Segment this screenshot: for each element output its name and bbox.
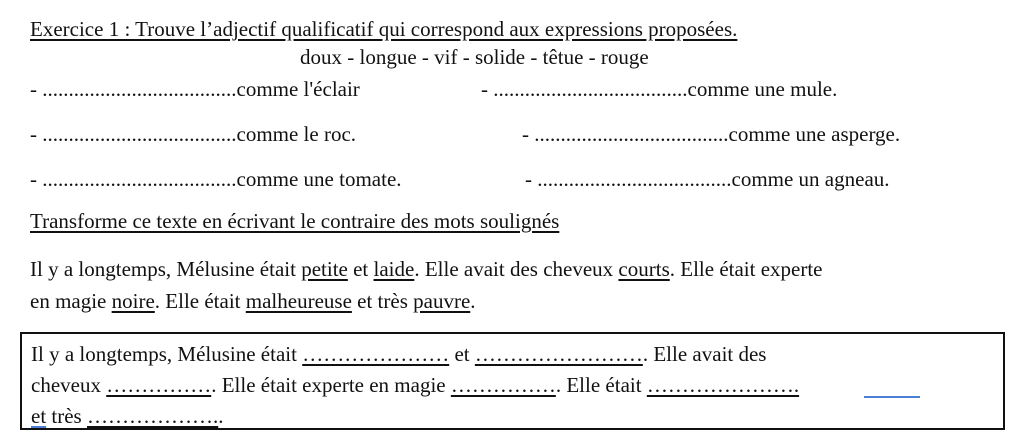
underlined-word: laide — [373, 257, 415, 281]
answer-line-1 — [31, 341, 766, 367]
paragraph-line-1 — [30, 256, 823, 282]
answer-line-3 — [31, 403, 223, 429]
answer-line-2 — [31, 372, 799, 398]
underlined-word: courts — [618, 257, 670, 281]
paragraph-text: Il y a longtemps, Mélusine était — [30, 257, 302, 281]
answer-blank[interactable]: …………………… — [474, 342, 643, 366]
paragraph-line-2 — [30, 288, 476, 314]
underlined-word: petite — [301, 257, 348, 281]
word-bank: doux - longue - vif - solide - têtue - rouge — [300, 45, 649, 69]
answer-box — [20, 332, 1005, 430]
paragraph-text: et — [347, 257, 374, 281]
answer-blank[interactable]: …………………. — [646, 373, 800, 397]
cursor-highlight-mark — [864, 396, 920, 398]
paragraph-text: . Elle avait des cheveux — [414, 257, 619, 281]
answer-text: . — [218, 404, 224, 428]
answer-text: très — [46, 404, 87, 428]
answer-blank[interactable]: …………… — [450, 373, 556, 397]
underlined-word: pauvre — [413, 289, 471, 313]
answer-blank[interactable]: …………… — [106, 373, 212, 397]
answer-text: . Elle était experte en magie — [211, 373, 451, 397]
answer-text: cheveux — [31, 373, 107, 397]
answer-text: et — [449, 342, 475, 366]
exercise-item-3: - .....................................comme le roc. — [30, 122, 357, 146]
paragraph-text: . Elle était experte — [669, 257, 823, 281]
paragraph-text: en magie — [30, 289, 112, 313]
exercise-item-5: - .....................................comme une tomate. — [30, 167, 402, 191]
answer-text: Il y a longtemps, Mélusine était — [31, 342, 303, 366]
underlined-word: malheureuse — [245, 289, 352, 313]
paragraph-text: . — [470, 289, 476, 313]
answer-blank[interactable]: ………………. — [86, 404, 219, 428]
answer-blank[interactable]: ………………… — [302, 342, 450, 366]
exercise-item-6: - .....................................comme un agneau. — [525, 167, 890, 191]
paragraph-text: et très — [351, 289, 414, 313]
underlined-word: noire — [111, 289, 155, 313]
answer-text: et — [31, 404, 47, 428]
exercise-1-title: Exercice 1 : Trouve l’adjectif qualificatif qui correspond aux expressions proposées. — [30, 17, 738, 41]
paragraph-text: . Elle était — [154, 289, 246, 313]
answer-text: . Elle était — [555, 373, 647, 397]
exercise-2-title: Transforme ce texte en écrivant le contraire des mots soulignés — [30, 209, 560, 233]
exercise-item-2: - .....................................comme une mule. — [481, 77, 838, 101]
exercise-item-1: - .....................................comme l'éclair — [30, 77, 360, 101]
answer-text: . Elle avait des — [642, 342, 767, 366]
exercise-item-4: - .....................................comme une asperge. — [522, 122, 901, 146]
